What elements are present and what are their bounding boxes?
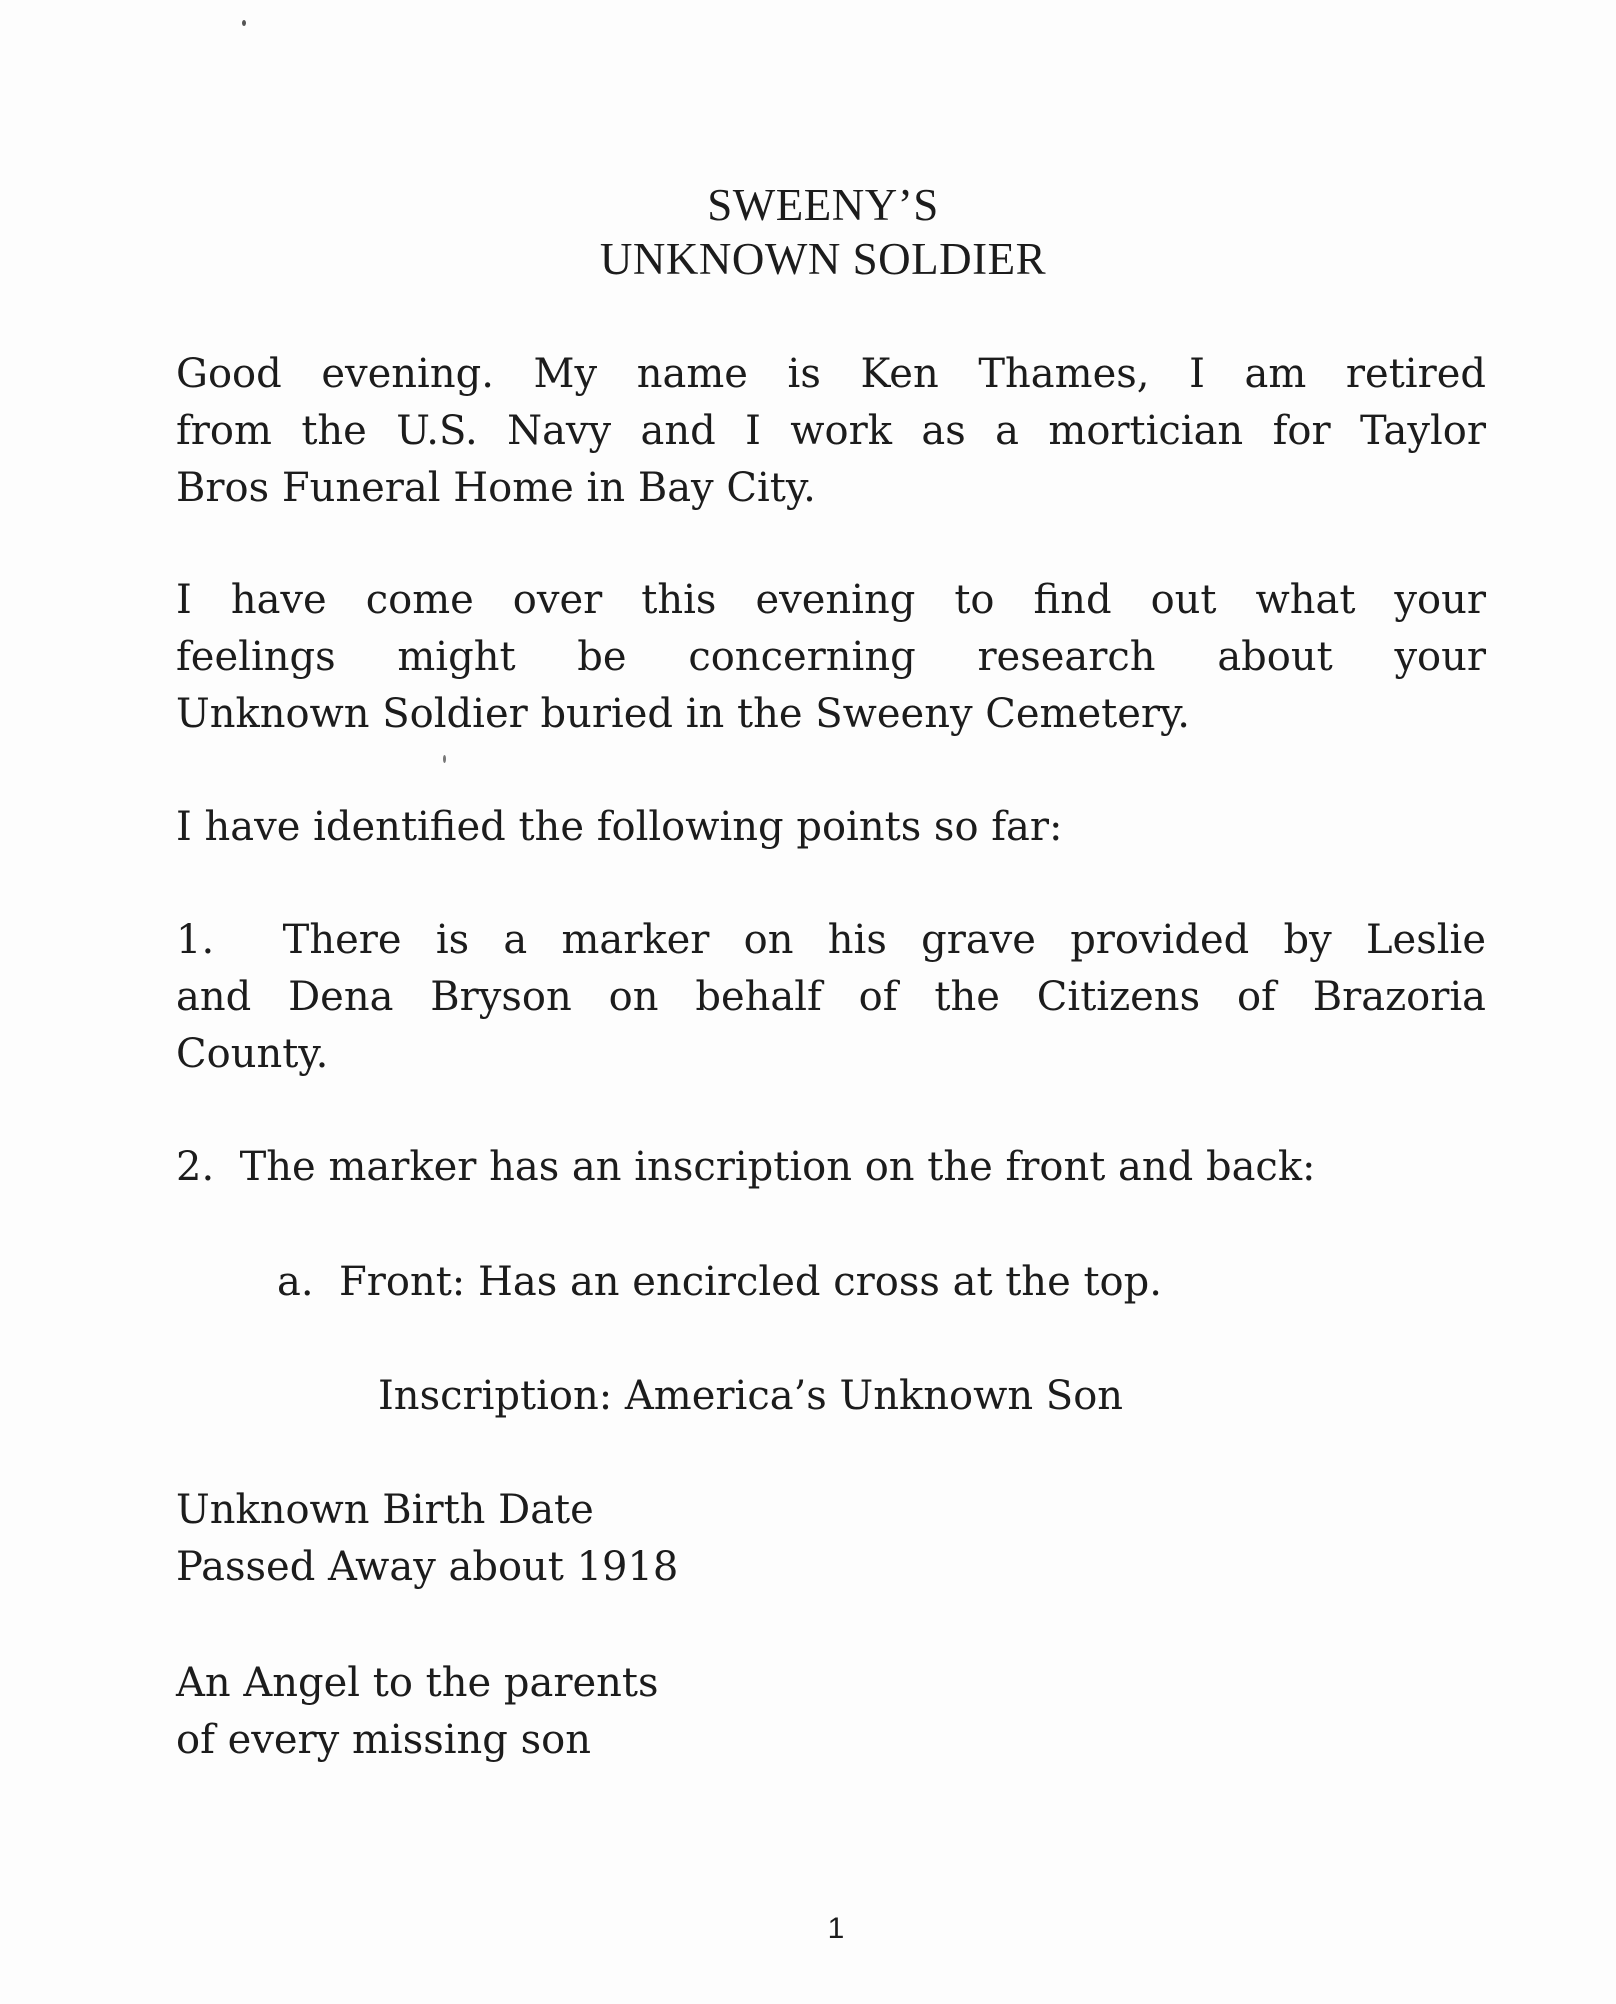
intro-paragraph (176, 346, 1486, 517)
list-item-1-text-1: There is a marker on his grave provided by Leslie (282, 917, 1486, 963)
points-intro (176, 799, 1486, 856)
list-item-1-line-1 (176, 912, 1486, 969)
inscription-verse (176, 1655, 1486, 1769)
inscription-verse-line-2: of every missing son (176, 1717, 591, 1763)
inscription-death-line: Passed Away about 1918 (176, 1544, 679, 1590)
list-item-2a-line (277, 1254, 1427, 1311)
points-intro-text: I have identified the following points so far: (176, 804, 1063, 850)
list-item-2 (176, 1139, 1486, 1196)
list-item-2a-letter: a. (277, 1259, 314, 1305)
list-item-2a-text: Front: Has an encircled cross at the top. (339, 1259, 1162, 1305)
inscription-birth-line: Unknown Birth Date (176, 1487, 594, 1533)
inscription-verse-line-1: An Angel to the parents (176, 1660, 659, 1706)
scan-speck (443, 755, 446, 763)
list-item-2a (277, 1254, 1427, 1311)
intro-line-2: from the U.S. Navy and I work as a mortician for Taylor (176, 408, 1486, 454)
purpose-line-1: I have come over this evening to find out what your (176, 577, 1486, 623)
purpose-paragraph (176, 572, 1486, 743)
inscription-dates (176, 1482, 1486, 1596)
list-item-2-text: The marker has an inscription on the front and back: (239, 1144, 1316, 1190)
page-number: 1 (827, 1912, 845, 1945)
purpose-line-3: Unknown Soldier buried in the Sweeny Cemetery. (176, 691, 1191, 737)
list-item-2-line (176, 1139, 1486, 1196)
inscription-heading (378, 1368, 1378, 1425)
intro-line-3: Bros Funeral Home in Bay City. (176, 465, 816, 511)
list-item-2-number: 2. (176, 1144, 215, 1190)
list-item-1-number: 1. (176, 917, 215, 963)
scan-speck (242, 20, 246, 26)
inscription-heading-text: Inscription: America’s Unknown Son (378, 1373, 1124, 1419)
title-line-1: SWEENY’S (707, 180, 939, 230)
document-title (0, 178, 1616, 286)
intro-line-1: Good evening. My name is Ken Thames, I am retired (176, 351, 1486, 397)
list-item-1-line-2: and Dena Bryson on behalf of the Citizens of Brazoria (176, 974, 1486, 1020)
list-item-1 (176, 912, 1486, 1083)
title-line-2: UNKNOWN SOLDIER (599, 234, 1047, 284)
list-item-1-line-3: County. (176, 1031, 329, 1077)
purpose-line-2: feelings might be concerning research about your (176, 634, 1486, 680)
